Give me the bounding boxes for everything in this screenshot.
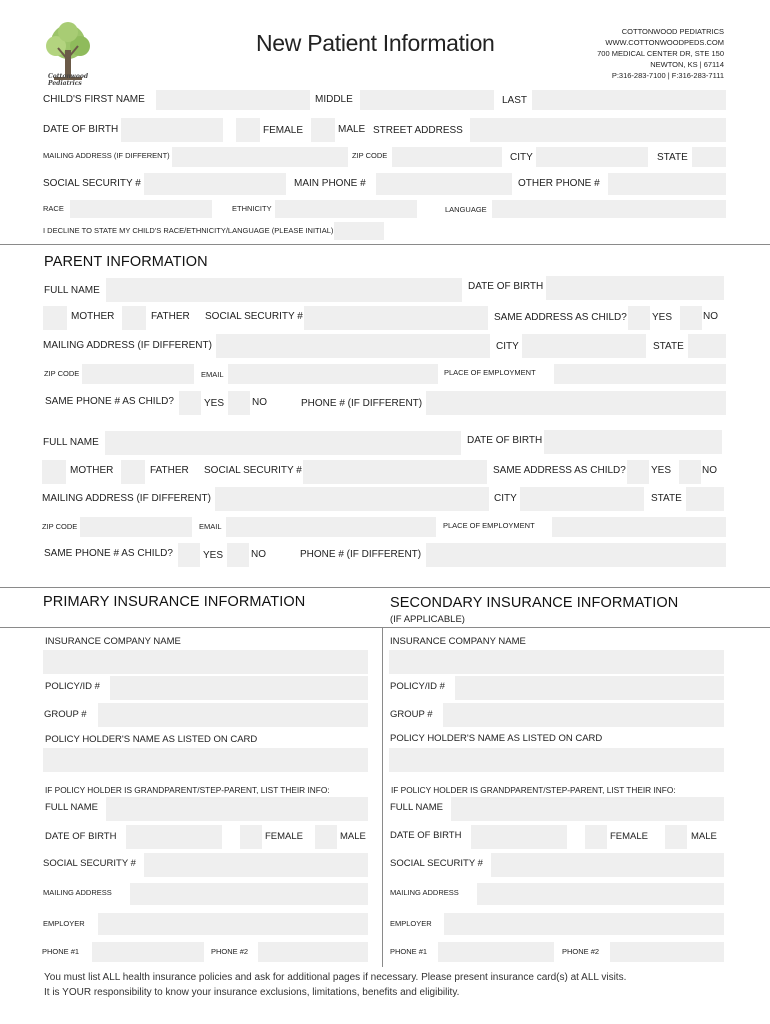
secondary-gp-phone2-field[interactable]: [610, 942, 724, 962]
secondary-gp-full-name-label: FULL NAME: [390, 802, 443, 813]
page-title: New Patient Information: [256, 30, 495, 56]
parent2-same-phone-yes-checkbox[interactable]: [178, 543, 200, 567]
child-state-label: STATE: [657, 152, 688, 163]
secondary-company-label: INSURANCE COMPANY NAME: [390, 636, 526, 647]
parent2-father-checkbox[interactable]: [121, 460, 145, 484]
primary-gp-mailing-field[interactable]: [130, 883, 368, 905]
parent1-state-field[interactable]: [688, 334, 726, 358]
child-street-field[interactable]: [470, 118, 726, 142]
secondary-gp-dob-label: DATE OF BIRTH: [390, 830, 462, 841]
child-race-label: RACE: [43, 204, 64, 213]
parent2-city-field[interactable]: [520, 487, 644, 511]
primary-grandparent-label: IF POLICY HOLDER IS GRANDPARENT/STEP-PARENT, LIST THEIR INFO:: [45, 785, 330, 795]
parent2-zip-field[interactable]: [80, 517, 192, 537]
parent1-city-label: CITY: [496, 341, 519, 352]
primary-gp-dob-label: DATE OF BIRTH: [45, 831, 117, 842]
parent2-employment-field[interactable]: [552, 517, 726, 537]
secondary-group-label: GROUP #: [390, 709, 433, 720]
secondary-gp-employer-field[interactable]: [444, 913, 724, 935]
primary-group-field[interactable]: [98, 703, 368, 727]
primary-gp-female-label: FEMALE: [265, 831, 304, 842]
child-last-label: LAST: [502, 95, 528, 106]
child-ethnicity-field[interactable]: [275, 200, 417, 218]
parent2-employment-label: PLACE OF EMPLOYMENT: [443, 521, 535, 530]
org-website: WWW.COTTONWOODPEDS.COM: [605, 38, 724, 47]
child-first-name-field[interactable]: [156, 90, 310, 110]
child-middle-label: MIDDLE: [315, 94, 353, 105]
parent1-mother-label: MOTHER: [71, 311, 115, 322]
logo-line-1: Cottonwood: [48, 73, 89, 80]
secondary-policy-field[interactable]: [455, 676, 724, 700]
child-female-label: FEMALE: [263, 125, 304, 136]
parent2-same-phone-label: SAME PHONE # AS CHILD?: [44, 548, 173, 559]
org-name: COTTONWOOD PEDIATRICS: [621, 27, 724, 36]
parent2-full-name-label: FULL NAME: [43, 437, 99, 448]
parent1-same-address-yes-label: YES: [652, 312, 673, 323]
parent1-mailing-field[interactable]: [216, 334, 490, 358]
secondary-gp-female-label: FEMALE: [610, 831, 649, 842]
parent1-same-phone-label: SAME PHONE # AS CHILD?: [45, 396, 174, 407]
insurance-column-divider: [382, 627, 383, 967]
child-other-phone-label: OTHER PHONE #: [518, 178, 600, 189]
child-ssn-label: SOCIAL SECURITY #: [43, 178, 141, 189]
secondary-holder-field[interactable]: [389, 748, 724, 772]
child-male-checkbox[interactable]: [311, 118, 335, 142]
parent1-same-address-label: SAME ADDRESS AS CHILD?: [494, 312, 627, 323]
parent1-zip-field[interactable]: [82, 364, 194, 384]
child-dob-label: DATE OF BIRTH: [43, 124, 119, 135]
secondary-insurance-heading: SECONDARY INSURANCE INFORMATION: [390, 595, 679, 611]
parent2-full-name-field[interactable]: [105, 431, 461, 455]
secondary-gp-phone1-field[interactable]: [438, 942, 554, 962]
primary-policy-field[interactable]: [110, 676, 368, 700]
primary-gp-mailing-label: MAILING ADDRESS: [43, 888, 112, 897]
parent1-employment-label: PLACE OF EMPLOYMENT: [444, 368, 536, 377]
parent1-phone-diff-field[interactable]: [426, 391, 726, 415]
parent2-email-field[interactable]: [226, 517, 436, 537]
parent2-state-label: STATE: [651, 493, 682, 504]
primary-gp-full-name-field[interactable]: [106, 797, 368, 821]
parent2-state-field[interactable]: [686, 487, 724, 511]
parent1-ssn-field[interactable]: [304, 306, 488, 330]
parent1-father-label: FATHER: [151, 311, 190, 322]
primary-insurance-heading: PRIMARY INSURANCE INFORMATION: [43, 594, 306, 610]
secondary-company-field[interactable]: [389, 650, 724, 674]
secondary-gp-dob-field[interactable]: [471, 825, 567, 849]
secondary-gp-full-name-field[interactable]: [451, 797, 724, 821]
parent2-same-address-yes-label: YES: [651, 465, 672, 476]
primary-gp-ssn-label: SOCIAL SECURITY #: [43, 858, 136, 869]
parent1-full-name-label: FULL NAME: [44, 285, 100, 296]
parent1-state-label: STATE: [653, 341, 684, 352]
parent2-same-phone-yes-label: YES: [203, 550, 224, 561]
parent1-city-field[interactable]: [522, 334, 646, 358]
parent2-dob-field[interactable]: [544, 430, 722, 454]
parent2-mailing-label: MAILING ADDRESS (IF DIFFERENT): [42, 493, 211, 504]
footer-note-line-1: You must list ALL health insurance policies and ask for additional pages if necessary. Please present insurance card(s) at ALL visits.: [44, 972, 627, 983]
primary-gp-phone1-field[interactable]: [92, 942, 204, 962]
primary-gp-employer-field[interactable]: [98, 913, 368, 935]
parent1-same-phone-yes-label: YES: [204, 398, 225, 409]
primary-gp-male-label: MALE: [340, 831, 366, 842]
secondary-gp-female-checkbox[interactable]: [585, 825, 607, 849]
parent2-father-label: FATHER: [150, 465, 189, 476]
section-divider: [0, 244, 770, 245]
parent2-mother-checkbox[interactable]: [42, 460, 66, 484]
parent1-same-phone-yes-checkbox[interactable]: [179, 391, 201, 415]
parent2-same-address-yes-checkbox[interactable]: [627, 460, 649, 484]
parent-heading: PARENT INFORMATION: [44, 254, 208, 270]
child-mailing-field[interactable]: [172, 147, 348, 167]
secondary-gp-mailing-label: MAILING ADDRESS: [390, 888, 459, 897]
parent1-phone-diff-label: PHONE # (IF DIFFERENT): [301, 398, 423, 409]
parent2-mailing-field[interactable]: [215, 487, 489, 511]
child-main-phone-label: MAIN PHONE #: [294, 178, 366, 189]
parent2-ssn-field[interactable]: [303, 460, 487, 484]
primary-group-label: GROUP #: [44, 709, 87, 720]
child-male-label: MALE: [338, 124, 366, 135]
child-last-field[interactable]: [532, 90, 726, 110]
parent1-dob-field[interactable]: [546, 276, 724, 300]
secondary-gp-phone1-label: PHONE #1: [390, 947, 428, 956]
primary-gp-phone1-label: PHONE #1: [42, 947, 80, 956]
child-city-field[interactable]: [536, 147, 648, 167]
primary-gp-male-checkbox[interactable]: [315, 825, 337, 849]
primary-gp-female-checkbox[interactable]: [240, 825, 262, 849]
org-phone: P:316-283-7100 | F:316-283-7111: [611, 71, 724, 80]
parent1-zip-label: ZIP CODE: [44, 369, 80, 378]
parent1-mailing-label: MAILING ADDRESS (IF DIFFERENT): [43, 340, 212, 351]
parent1-same-address-yes-checkbox[interactable]: [628, 306, 650, 330]
insurance-divider: [0, 627, 770, 628]
secondary-group-field[interactable]: [443, 703, 724, 727]
parent2-city-label: CITY: [494, 493, 517, 504]
secondary-gp-ssn-field[interactable]: [491, 853, 724, 877]
parent1-dob-label: DATE OF BIRTH: [468, 281, 544, 292]
primary-holder-label: POLICY HOLDER'S NAME AS LISTED ON CARD: [45, 734, 258, 745]
parent2-phone-diff-label: PHONE # (IF DIFFERENT): [300, 549, 422, 560]
child-first-name-label: CHILD'S FIRST NAME: [43, 94, 145, 105]
parent1-email-label: EMAIL: [201, 370, 224, 379]
logo-text: [48, 74, 88, 87]
parent1-same-phone-no-checkbox[interactable]: [228, 391, 250, 415]
child-language-field[interactable]: [492, 200, 726, 218]
primary-gp-ssn-field[interactable]: [144, 853, 368, 877]
child-dob-field[interactable]: [121, 118, 223, 142]
primary-company-label: INSURANCE COMPANY NAME: [45, 636, 181, 647]
child-female-checkbox[interactable]: [236, 118, 260, 142]
parent2-same-address-label: SAME ADDRESS AS CHILD?: [493, 465, 626, 476]
child-main-phone-field[interactable]: [376, 173, 512, 195]
parent1-employment-field[interactable]: [554, 364, 726, 384]
parent1-same-phone-no-label: NO: [252, 397, 267, 408]
primary-gp-dob-field[interactable]: [126, 825, 222, 849]
child-zip-label: ZIP CODE: [352, 151, 388, 160]
if-applicable-label: (IF APPLICABLE): [390, 614, 465, 625]
parent1-mother-checkbox[interactable]: [43, 306, 67, 330]
child-language-label: LANGUAGE: [445, 205, 487, 214]
parent2-same-phone-no-label: NO: [251, 549, 266, 560]
child-middle-field[interactable]: [360, 90, 494, 110]
primary-holder-field[interactable]: [43, 748, 368, 772]
primary-policy-label: POLICY/ID #: [45, 681, 100, 692]
primary-gp-full-name-label: FULL NAME: [45, 802, 98, 813]
primary-company-field[interactable]: [43, 650, 368, 674]
parent2-same-address-no-label: NO: [702, 465, 717, 476]
parent2-same-phone-no-checkbox[interactable]: [227, 543, 249, 567]
parent1-email-field[interactable]: [228, 364, 438, 384]
child-street-label: STREET ADDRESS: [373, 125, 463, 136]
secondary-gp-male-checkbox[interactable]: [665, 825, 687, 849]
parent2-mother-label: MOTHER: [70, 465, 114, 476]
child-race-field[interactable]: [70, 200, 212, 218]
parent1-full-name-field[interactable]: [106, 278, 462, 302]
child-ssn-field[interactable]: [144, 173, 286, 195]
org-street: 700 MEDICAL CENTER DR, STE 150: [597, 49, 724, 58]
parent1-same-address-no-label: NO: [703, 311, 718, 322]
secondary-grandparent-label: IF POLICY HOLDER IS GRANDPARENT/STEP-PARENT, LIST THEIR INFO:: [391, 785, 676, 795]
section-divider: [0, 587, 770, 588]
footer-note-line-2: It is YOUR responsibility to know your insurance exclusions, limitations, benefits and eligibility.: [44, 987, 460, 998]
primary-gp-phone2-label: PHONE #2: [211, 947, 249, 956]
parent1-father-checkbox[interactable]: [122, 306, 146, 330]
parent1-same-address-no-checkbox[interactable]: [680, 306, 702, 330]
child-city-label: CITY: [510, 152, 533, 163]
logo-line-2: Pediatrics: [48, 79, 82, 87]
parent2-same-address-no-checkbox[interactable]: [679, 460, 701, 484]
parent1-ssn-label: SOCIAL SECURITY #: [205, 311, 303, 322]
secondary-gp-phone2-label: PHONE #2: [562, 947, 600, 956]
child-decline-label: I DECLINE TO STATE MY CHILD'S RACE/ETHNICITY/LANGUAGE (PLEASE INITIAL): [43, 226, 334, 235]
secondary-policy-label: POLICY/ID #: [390, 681, 445, 692]
secondary-gp-male-label: MALE: [691, 831, 717, 842]
child-state-field[interactable]: [692, 147, 726, 167]
parent2-ssn-label: SOCIAL SECURITY #: [204, 465, 302, 476]
secondary-gp-mailing-field[interactable]: [477, 883, 724, 905]
secondary-holder-label: POLICY HOLDER'S NAME AS LISTED ON CARD: [390, 733, 603, 744]
primary-gp-employer-label: EMPLOYER: [43, 919, 85, 928]
org-city: NEWTON, KS | 67114: [650, 60, 724, 69]
child-ethnicity-label: ETHNICITY: [232, 204, 272, 213]
child-decline-initial-field[interactable]: [334, 222, 384, 240]
parent2-zip-label: ZIP CODE: [42, 522, 78, 531]
parent2-email-label: EMAIL: [199, 522, 222, 531]
parent2-phone-diff-field[interactable]: [426, 543, 726, 567]
parent2-dob-label: DATE OF BIRTH: [467, 435, 543, 446]
secondary-gp-employer-label: EMPLOYER: [390, 919, 432, 928]
secondary-gp-ssn-label: SOCIAL SECURITY #: [390, 858, 483, 869]
primary-gp-phone2-field[interactable]: [258, 942, 368, 962]
child-other-phone-field[interactable]: [608, 173, 726, 195]
child-zip-field[interactable]: [392, 147, 502, 167]
child-mailing-label: MAILING ADDRESS (IF DIFFERENT): [43, 151, 170, 160]
